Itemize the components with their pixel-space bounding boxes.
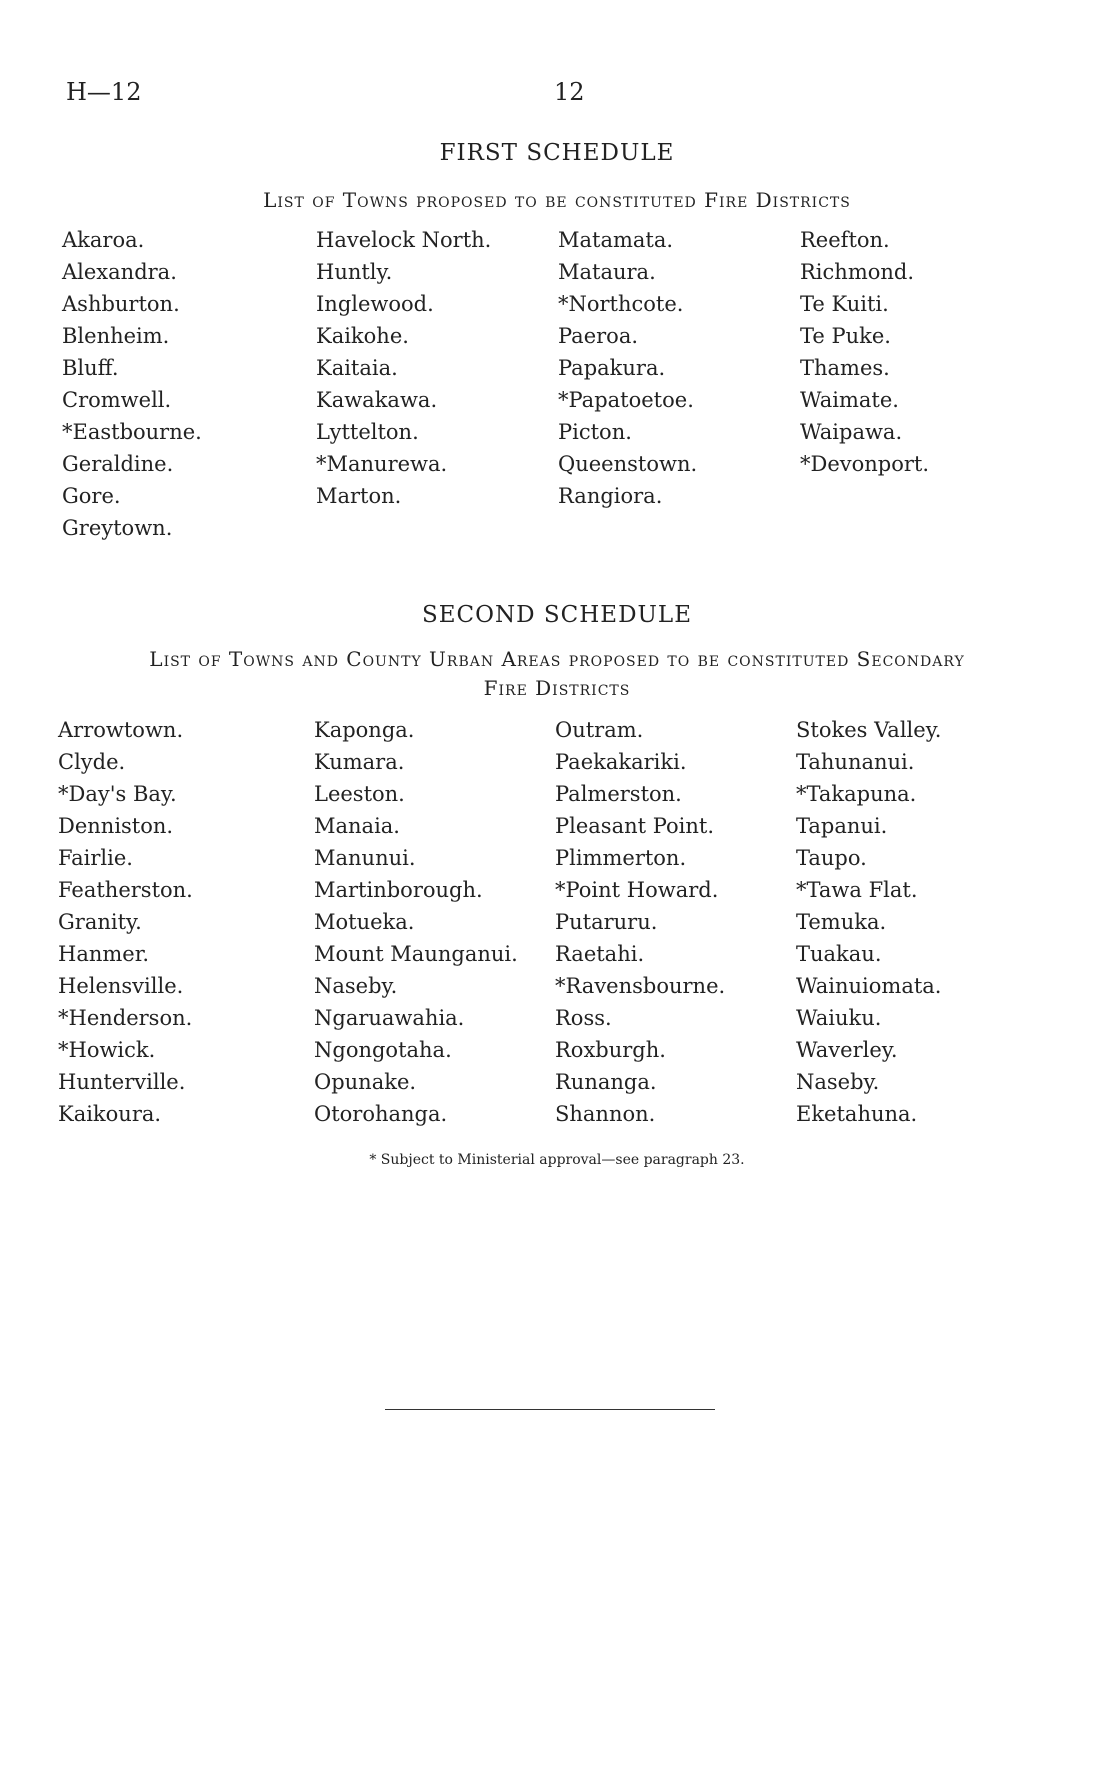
district-name: *Northcote. xyxy=(558,292,684,316)
district-name: Ngongotaha. xyxy=(314,1038,452,1062)
district-name: Martinborough. xyxy=(314,878,483,902)
district-name: Gore. xyxy=(62,484,121,508)
district-name: Pleasant Point. xyxy=(555,814,715,838)
district-name: Kawakawa. xyxy=(316,388,438,412)
district-name: *Papatoetoe. xyxy=(558,388,694,412)
district-name: Manunui. xyxy=(314,846,416,870)
district-name: Te Puke. xyxy=(800,324,891,348)
district-name: Marton. xyxy=(316,484,402,508)
closing-rule xyxy=(385,1409,715,1410)
district-name: Arrowtown. xyxy=(58,718,184,742)
district-name: Blenheim. xyxy=(62,324,170,348)
first-schedule-column-3 xyxy=(558,224,697,512)
district-name: *Manurewa. xyxy=(316,452,448,476)
first-schedule-column-1 xyxy=(62,224,202,544)
district-name: Ngaruawahia. xyxy=(314,1006,465,1030)
district-name: *Point Howard. xyxy=(555,878,719,902)
first-schedule-title: FIRST SCHEDULE xyxy=(439,140,675,166)
district-name: Mataura. xyxy=(558,260,656,284)
second-schedule-column-2 xyxy=(314,714,518,1130)
second-schedule-subtitle-line-2: Fire Districts xyxy=(483,676,631,700)
district-name: Kumara. xyxy=(314,750,405,774)
district-name: Raetahi. xyxy=(555,942,645,966)
second-schedule-title: SECOND SCHEDULE xyxy=(422,602,692,628)
district-name: Fairlie. xyxy=(58,846,133,870)
district-name: Waverley. xyxy=(796,1038,898,1062)
district-name: *Tawa Flat. xyxy=(796,878,918,902)
district-name: Denniston. xyxy=(58,814,174,838)
district-name: Motueka. xyxy=(314,910,415,934)
district-name: Leeston. xyxy=(314,782,405,806)
district-name: Putaruru. xyxy=(555,910,658,934)
district-name: Manaia. xyxy=(314,814,400,838)
district-name: Opunake. xyxy=(314,1070,417,1094)
district-name: Wainuiomata. xyxy=(796,974,942,998)
district-name: Paeroa. xyxy=(558,324,639,348)
district-name: Naseby. xyxy=(796,1070,880,1094)
district-name: Waiuku. xyxy=(796,1006,882,1030)
district-name: Roxburgh. xyxy=(555,1038,666,1062)
district-name: Paekakariki. xyxy=(555,750,687,774)
district-name: Lyttelton. xyxy=(316,420,419,444)
district-name: Geraldine. xyxy=(62,452,174,476)
page-number: 12 xyxy=(554,78,585,106)
district-name: Tuakau. xyxy=(796,942,882,966)
district-name: Temuka. xyxy=(796,910,887,934)
first-schedule-column-2 xyxy=(316,224,491,512)
document-reference: H—12 xyxy=(66,78,142,106)
second-schedule-subtitle-line-1: List of Towns and County Urban Areas proposed to be constituted Secondary xyxy=(149,647,965,671)
district-name: Ashburton. xyxy=(62,292,180,316)
district-name: Hanmer. xyxy=(58,942,150,966)
district-name: Kaitaia. xyxy=(316,356,398,380)
district-name: Naseby. xyxy=(314,974,398,998)
district-name: Reefton. xyxy=(800,228,890,252)
district-name: Hunterville. xyxy=(58,1070,186,1094)
district-name: Thames. xyxy=(800,356,890,380)
district-name: Outram. xyxy=(555,718,644,742)
district-name: *Day's Bay. xyxy=(58,782,177,806)
district-name: Kaikohe. xyxy=(316,324,409,348)
district-name: *Howick. xyxy=(58,1038,156,1062)
district-name: Bluff. xyxy=(62,356,119,380)
district-name: Mount Maunganui. xyxy=(314,942,518,966)
district-name: Waimate. xyxy=(800,388,899,412)
footnote: * Subject to Ministerial approval—see paragraph 23. xyxy=(369,1152,745,1168)
district-name: Shannon. xyxy=(555,1102,656,1126)
district-name: Taupo. xyxy=(796,846,867,870)
district-name: Richmond. xyxy=(800,260,915,284)
district-name: Havelock North. xyxy=(316,228,492,252)
district-name: Te Kuiti. xyxy=(800,292,889,316)
district-name: Palmerston. xyxy=(555,782,682,806)
district-name: Cromwell. xyxy=(62,388,172,412)
district-name: Eketahuna. xyxy=(796,1102,918,1126)
district-name: Ross. xyxy=(555,1006,612,1030)
district-name: *Takapuna. xyxy=(796,782,917,806)
district-name: *Ravensbourne. xyxy=(555,974,726,998)
second-schedule-column-1 xyxy=(58,714,193,1130)
district-name: Matamata. xyxy=(558,228,674,252)
district-name: Alexandra. xyxy=(62,260,177,284)
district-name: Granity. xyxy=(58,910,142,934)
district-name: Stokes Valley. xyxy=(796,718,942,742)
district-name: Papakura. xyxy=(558,356,666,380)
district-name: Rangiora. xyxy=(558,484,663,508)
district-name: *Devonport. xyxy=(800,452,930,476)
district-name: Plimmerton. xyxy=(555,846,687,870)
district-name: Waipawa. xyxy=(800,420,903,444)
district-name: Kaikoura. xyxy=(58,1102,162,1126)
district-name: Featherston. xyxy=(58,878,193,902)
first-schedule-column-4 xyxy=(800,224,929,480)
district-name: Runanga. xyxy=(555,1070,657,1094)
district-name: Tahunanui. xyxy=(796,750,915,774)
district-name: Picton. xyxy=(558,420,632,444)
district-name: Helensville. xyxy=(58,974,184,998)
district-name: Akaroa. xyxy=(62,228,145,252)
district-name: Kaponga. xyxy=(314,718,415,742)
district-name: *Henderson. xyxy=(58,1006,193,1030)
first-schedule-subtitle: List of Towns proposed to be constituted Fire Districts xyxy=(263,188,851,212)
district-name: Greytown. xyxy=(62,516,173,540)
second-schedule-column-4 xyxy=(796,714,941,1130)
district-name: Clyde. xyxy=(58,750,126,774)
district-name: Otorohanga. xyxy=(314,1102,448,1126)
district-name: Tapanui. xyxy=(796,814,888,838)
second-schedule-column-3 xyxy=(555,714,725,1130)
district-name: *Eastbourne. xyxy=(62,420,202,444)
district-name: Queenstown. xyxy=(558,452,698,476)
district-name: Huntly. xyxy=(316,260,393,284)
district-name: Inglewood. xyxy=(316,292,434,316)
